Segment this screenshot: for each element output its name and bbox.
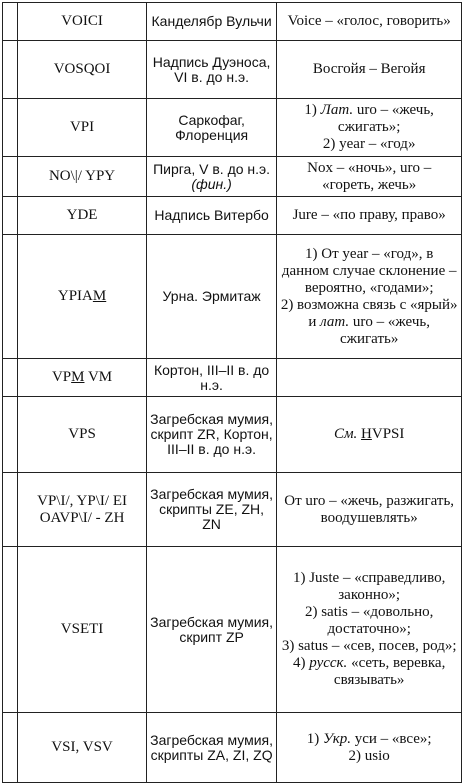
word-text: NO\|/ YPY — [48, 168, 116, 184]
italic-abbrev: русск. — [309, 655, 348, 671]
meaning-line: 1) Лат. uro – «жечь, сжигать»; — [304, 102, 434, 135]
word-text: VSI, VSV — [51, 739, 113, 755]
source-cell — [146, 473, 277, 547]
meaning-text: Восгойя – Вегойя — [312, 61, 426, 77]
source-text: Саркофаг, Флоренция — [175, 111, 249, 143]
source-text: Канделябр Вульчи — [151, 13, 272, 29]
row-gutter — [3, 473, 18, 547]
meaning-line: 2) usio — [348, 747, 390, 764]
meaning-cell — [277, 99, 462, 157]
word-cell — [18, 99, 147, 157]
table-row — [3, 473, 462, 547]
row-gutter — [3, 235, 18, 359]
source-text: Загребская мумия, скрипт ZR, Кортон, III–II в. до н.э. — [150, 411, 274, 457]
underlined-letter: H — [361, 426, 372, 442]
source-text: Надпись Дуэноса, VI в. до н.э. — [152, 53, 271, 85]
table-row — [3, 713, 462, 783]
meaning-text: От uro – «жечь, разжигать, воодушевлять» — [284, 492, 455, 526]
underlined-letter: M — [71, 369, 85, 385]
word-cell — [18, 547, 147, 713]
word-text: VP — [51, 369, 72, 385]
source-text: Загребская мумия, скрипты ZE, ZH, ZN — [150, 486, 274, 532]
word-cell: VPM VM — [18, 359, 147, 397]
meaning-line: 3) satus – «сев, посев, род»; — [281, 638, 457, 654]
source-text: Загребская мумия, скрипт ZP — [150, 613, 274, 645]
table-row — [3, 235, 462, 359]
source-cell — [146, 157, 277, 197]
meaning-text: Jure – «по праву, право» — [292, 207, 446, 223]
meaning-line: 2) satis – «довольно, достаточно»; — [304, 604, 434, 637]
word-cell — [18, 157, 147, 197]
word-text: VP\I/, YP\I/ EI OAVP\I/ - ZH — [37, 492, 127, 526]
table-row — [3, 3, 462, 41]
table-row — [3, 197, 462, 235]
source-cell — [146, 547, 277, 713]
meaning-cell — [277, 197, 462, 235]
meaning-cell — [277, 41, 462, 99]
table-row — [3, 397, 462, 473]
word-text: VSETI — [60, 621, 104, 637]
word-cell — [18, 473, 147, 547]
row-gutter — [3, 157, 18, 197]
table-row — [3, 157, 462, 197]
word-cell — [18, 41, 147, 99]
table-row — [3, 359, 462, 397]
row-gutter — [3, 41, 18, 99]
row-gutter — [3, 3, 18, 41]
source-cell — [146, 3, 277, 41]
meaning-cell — [277, 713, 462, 783]
see-also-abbrev: См. — [333, 426, 358, 442]
meaning-line: 1) Juste – «справедливо, законно»; — [292, 570, 446, 603]
word-cell — [18, 713, 147, 783]
meaning-cell — [277, 547, 462, 713]
source-cell — [146, 197, 277, 235]
meaning-cell — [277, 3, 462, 41]
meaning-text: Voice – «голос, говорить» — [287, 13, 451, 29]
meaning-text: Nox – «ночь», uro – «гореть, жечь» — [307, 159, 432, 193]
row-gutter — [3, 547, 18, 713]
meaning-line: 2) возможна связь с «ярый» и лат. uro – «жечь, сжигать» — [280, 296, 458, 347]
meaning-line: 1) Укр. уси – «все»; — [306, 730, 432, 747]
word-cell — [18, 3, 147, 41]
meaning-cell — [277, 235, 462, 359]
row-gutter — [3, 713, 18, 783]
word-text: VOSQOI — [53, 61, 111, 77]
underlined-letter: M — [92, 288, 107, 304]
meaning-line: 2) year – «год» — [322, 136, 416, 152]
word-cell — [18, 197, 147, 235]
meaning-cell: См. HVPSI — [277, 397, 462, 473]
source-cell — [146, 713, 277, 783]
word-text: YDE — [66, 207, 98, 223]
source-cell — [146, 41, 277, 99]
meaning-cell — [277, 359, 462, 397]
meaning-line: 4) русск. «сеть, веревка, связывать» — [293, 655, 446, 688]
source-text: Загребская мумия, скрипты ZA, ZI, ZQ — [150, 731, 274, 763]
source-text: Урна. Эрмитаж — [162, 288, 261, 304]
word-cell — [18, 397, 147, 473]
source-text: Кортон, III–II в. до н.э. — [153, 361, 270, 393]
italic-note: (фин.) — [191, 175, 232, 192]
word-text: YPIA — [57, 288, 93, 304]
source-text: Пирга, V в. до н.э. — [153, 160, 271, 177]
etymology-table — [2, 2, 462, 783]
meaning-line: 1) От year – «год», в данном случае склонение – вероятно, «годами»; — [281, 245, 457, 296]
source-cell — [146, 359, 277, 397]
row-gutter — [3, 359, 18, 397]
source-cell — [146, 99, 277, 157]
source-cell — [146, 235, 277, 359]
row-gutter — [3, 197, 18, 235]
row-gutter — [3, 397, 18, 473]
table-row — [3, 41, 462, 99]
source-text: Надпись Витербо — [154, 207, 269, 223]
source-cell — [146, 397, 277, 473]
italic-abbrev: Укр. — [323, 730, 351, 747]
table-row — [3, 547, 462, 713]
italic-abbrev: Лат. — [320, 102, 354, 118]
meaning-cell — [277, 157, 462, 197]
word-cell — [18, 235, 147, 359]
word-text: VPI — [69, 119, 95, 135]
word-text: VPS — [68, 426, 96, 442]
row-gutter — [3, 99, 18, 157]
table-row — [3, 99, 462, 157]
word-text: VOICI — [61, 13, 103, 29]
italic-abbrev: лат. — [320, 313, 350, 330]
meaning-cell — [277, 473, 462, 547]
